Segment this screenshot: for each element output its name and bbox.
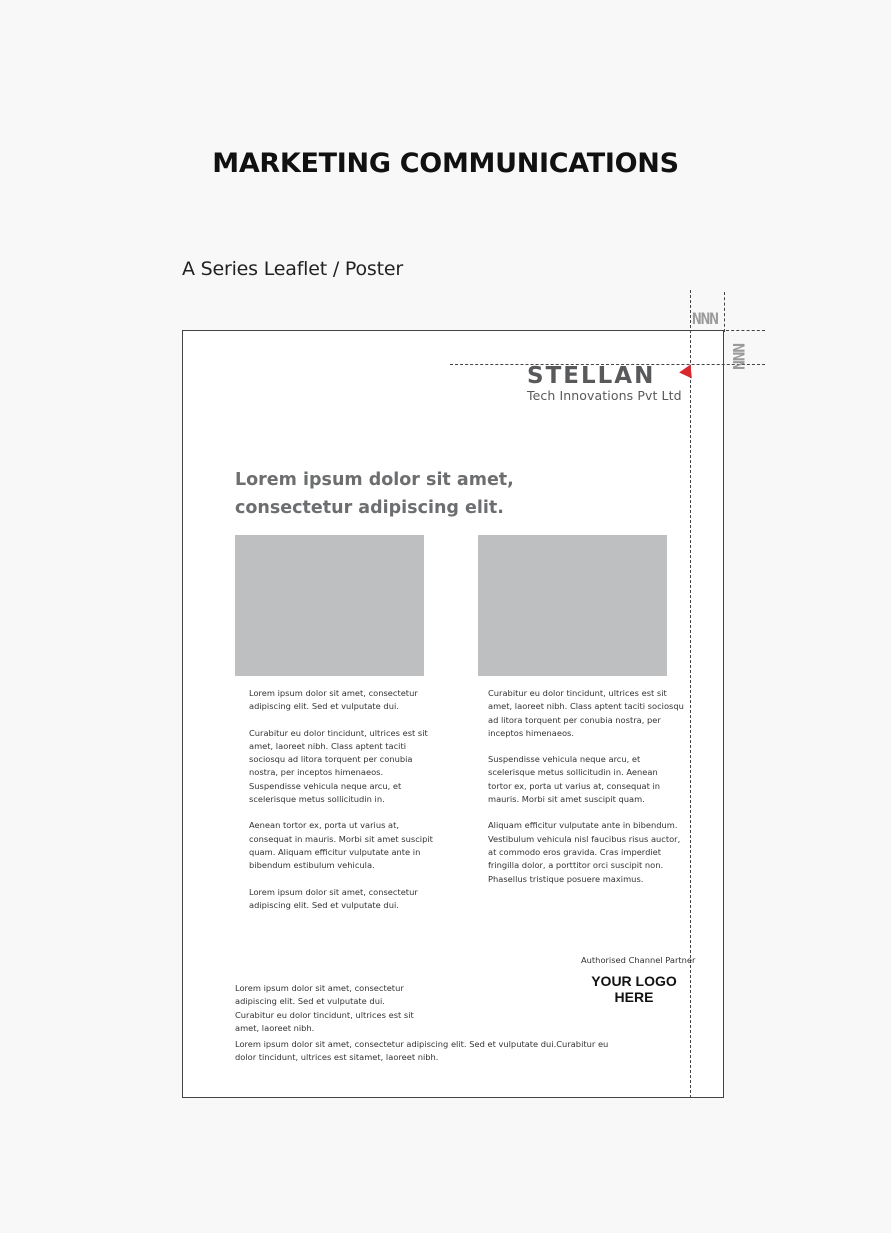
guide-line-vertical-inner: [690, 290, 691, 1098]
image-placeholder-right: [478, 535, 667, 676]
image-placeholder-left: [235, 535, 424, 676]
poster-headline: Lorem ipsum dolor sit amet, consectetur adipiscing elit.: [235, 470, 514, 518]
partner-logo-placeholder: YOUR LOGO HERE: [591, 973, 677, 1005]
paragraph: Aenean tortor ex, porta ut varius at, consequat in mauris. Morbi sit amet suscipit quam. Aliquam efficitur vulputate ante in bibendum estibulum vehicula.: [249, 820, 433, 871]
guide-line-horizontal-top: [690, 330, 765, 331]
paragraph: Lorem ipsum dolor sit amet, consectetur adipiscing elit. Sed et vulputate dui.: [249, 886, 418, 910]
body-column-right: [488, 687, 684, 899]
body-column-left: [249, 687, 433, 925]
clearspace-mark-vertical: NNN: [729, 343, 748, 369]
footer-text-wide: Lorem ipsum dolor sit amet, consectetur adipiscing elit. Sed et vulputate dui.Curabitur eu dolor tincidunt, ultrices est sitamet, laoreet nibh.: [235, 1039, 609, 1063]
page-subtitle: A Series Leaflet / Poster: [182, 258, 403, 280]
paragraph: Aliquam efficitur vulputate ante in bibendum. Vestibulum vehicula nisl faucibus risus auctor, at commodo eros gravida. Cras imperdiet fringilla dolor, a porttitor orci suscipit non. Phasellus tristique posuere maximus.: [488, 820, 681, 884]
guide-line-vertical-outer: [724, 292, 725, 332]
paragraph: Curabitur eu dolor tincidunt, ultrices est sit amet, laoreet nibh. Class aptent taciti sociosqu ad litora torquent per conubia nostra, per inceptos himenaeos.: [488, 688, 684, 738]
paragraph: Lorem ipsum dolor sit amet, consectetur adipiscing elit. Sed et vulputate dui.: [249, 688, 418, 712]
paragraph: Suspendisse vehicula neque arcu, et scelerisque metus sollicitudin in. Aenean tortor ex, porta ut varius at, consequat in mauris. Morbi sit amet suscipit quam.: [488, 754, 661, 805]
brand-logo: STELLAN: [527, 363, 656, 389]
partner-label: Authorised Channel Partner: [581, 955, 696, 965]
brand-tagline: Tech Innovations Pvt Ltd: [527, 388, 682, 403]
paragraph: Curabitur eu dolor tincidunt, ultrices est sit amet, laoreet nibh. Class aptent taciti sociosqu ad litora torquent per conubia nostra, per inceptos himenaeos. Suspendisse vehicula neque arcu, et scelerisque metus sollicitudin in.: [249, 727, 428, 805]
clearspace-mark-horizontal: NNN: [692, 309, 718, 328]
page-title: MARKETING COMMUNICATIONS: [212, 148, 679, 179]
footer-text-block: Lorem ipsum dolor sit amet, consectetur adipiscing elit. Sed et vulputate dui. Curabitur eu dolor tincidunt, ultrices est sit amet, laoreet nibh.: [235, 983, 414, 1033]
